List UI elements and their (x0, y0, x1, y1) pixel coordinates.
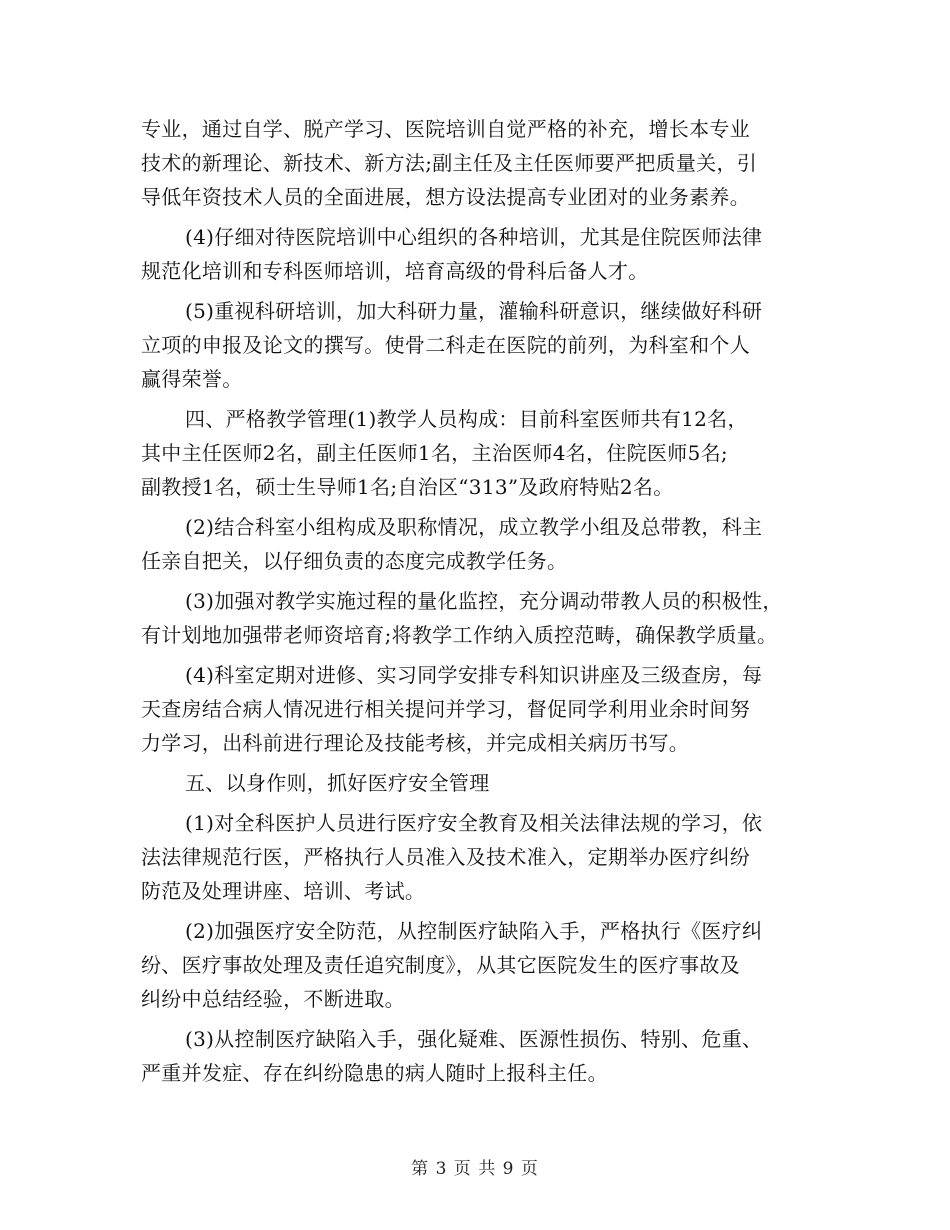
text-line: 天查房结合病人情况进行相关提问并学习，督促同学利用业余时间努 (141, 697, 750, 721)
text-line: 有计划地加强带老师资培育;将教学工作纳入质控范畴，确保教学质量。 (141, 623, 778, 647)
text-line: 四、严格教学管理(1)教学人员构成：目前科室医师共有12名， (185, 407, 748, 431)
page-number-footer: 第 3 页 共 9 页 (411, 1159, 539, 1179)
text-line: 导低年资技术人员的全面进展，想方设法提高专业团对的业务素养。 (141, 185, 750, 209)
text-line: 五、以身作则，抓好医疗安全管理 (185, 771, 490, 795)
paragraph-11 (141, 1022, 821, 1090)
text-line: (4)科室定期对进修、实习同学安排专科知识讲座及三级查房，每 (185, 663, 763, 687)
text-line: 立项的申报及论文的撰写。使骨二科走在医院的前列，为科室和个人 (141, 333, 750, 357)
paragraph-4 (141, 402, 821, 504)
text-line: 赢得荣誉。 (141, 367, 243, 391)
text-line: 防范及处理讲座、培训、考试。 (141, 879, 426, 903)
section-heading (141, 766, 821, 800)
text-line: (3)加强对教学实施过程的量化监控，充分调动带教人员的积极性， (185, 589, 783, 613)
paragraph-1 (141, 112, 821, 214)
text-line: (2)结合科室小组构成及职称情况，成立教学小组及总带教，科主 (185, 515, 763, 539)
paragraph-5 (141, 510, 821, 578)
paragraph-6 (141, 584, 821, 652)
text-line: (3)从控制医疗缺陷入手，强化疑难、医源性损伤、特别、危重、 (185, 1027, 763, 1051)
text-line: 任亲自把关，以仔细负责的态度完成教学任务。 (141, 549, 568, 573)
text-line: 力学习，出科前进行理论及技能考核，并完成相关病历书写。 (141, 731, 690, 755)
document-body (141, 112, 821, 1096)
text-line: 纠纷中总结经验，不断进取。 (141, 987, 405, 1011)
text-line: 严重并发症、存在纠纷隐患的病人随时上报科主任。 (141, 1061, 608, 1085)
text-line: (2)加强医疗安全防范，从控制医疗缺陷入手，严格执行《医疗纠 (185, 919, 763, 943)
text-line: (1)对全科医护人员进行医疗安全教育及相关法律法规的学习，依 (185, 811, 763, 835)
text-line: (5)重视科研培训，加大科研力量，灌输科研意识，继续做好科研 (185, 299, 763, 323)
text-line: 纷、医疗事故处理及责任追究制度》，从其它医院发生的医疗事故及 (141, 953, 740, 977)
text-line: 规范化培训和专科医师培训，培育高级的骨科后备人才。 (141, 259, 649, 283)
paragraph-2 (141, 220, 821, 288)
text-line: 其中主任医师2名，副主任医师1名，主治医师4名，住院医师5名; (141, 441, 728, 465)
text-line: 法法律规范行医，严格执行人员准入及技术准入，定期举办医疗纠纷 (141, 845, 750, 869)
paragraph-7 (141, 658, 821, 760)
paragraph-10 (141, 914, 821, 1016)
paragraph-3 (141, 294, 821, 396)
paragraph-9 (141, 806, 821, 908)
text-line: 技术的新理论、新技术、新方法;副主任及主任医师要严把质量关，引 (141, 151, 758, 175)
text-line: (4)仔细对待医院培训中心组织的各种培训，尤其是住院医师法律 (185, 225, 763, 249)
text-line: 专业，通过自学、脱产学习、医院培训自觉严格的补充，增长本专业 (141, 117, 750, 141)
text-line: 副教授1名，硕士生导师1名;自治区“313”及政府特贴2名。 (141, 475, 674, 499)
